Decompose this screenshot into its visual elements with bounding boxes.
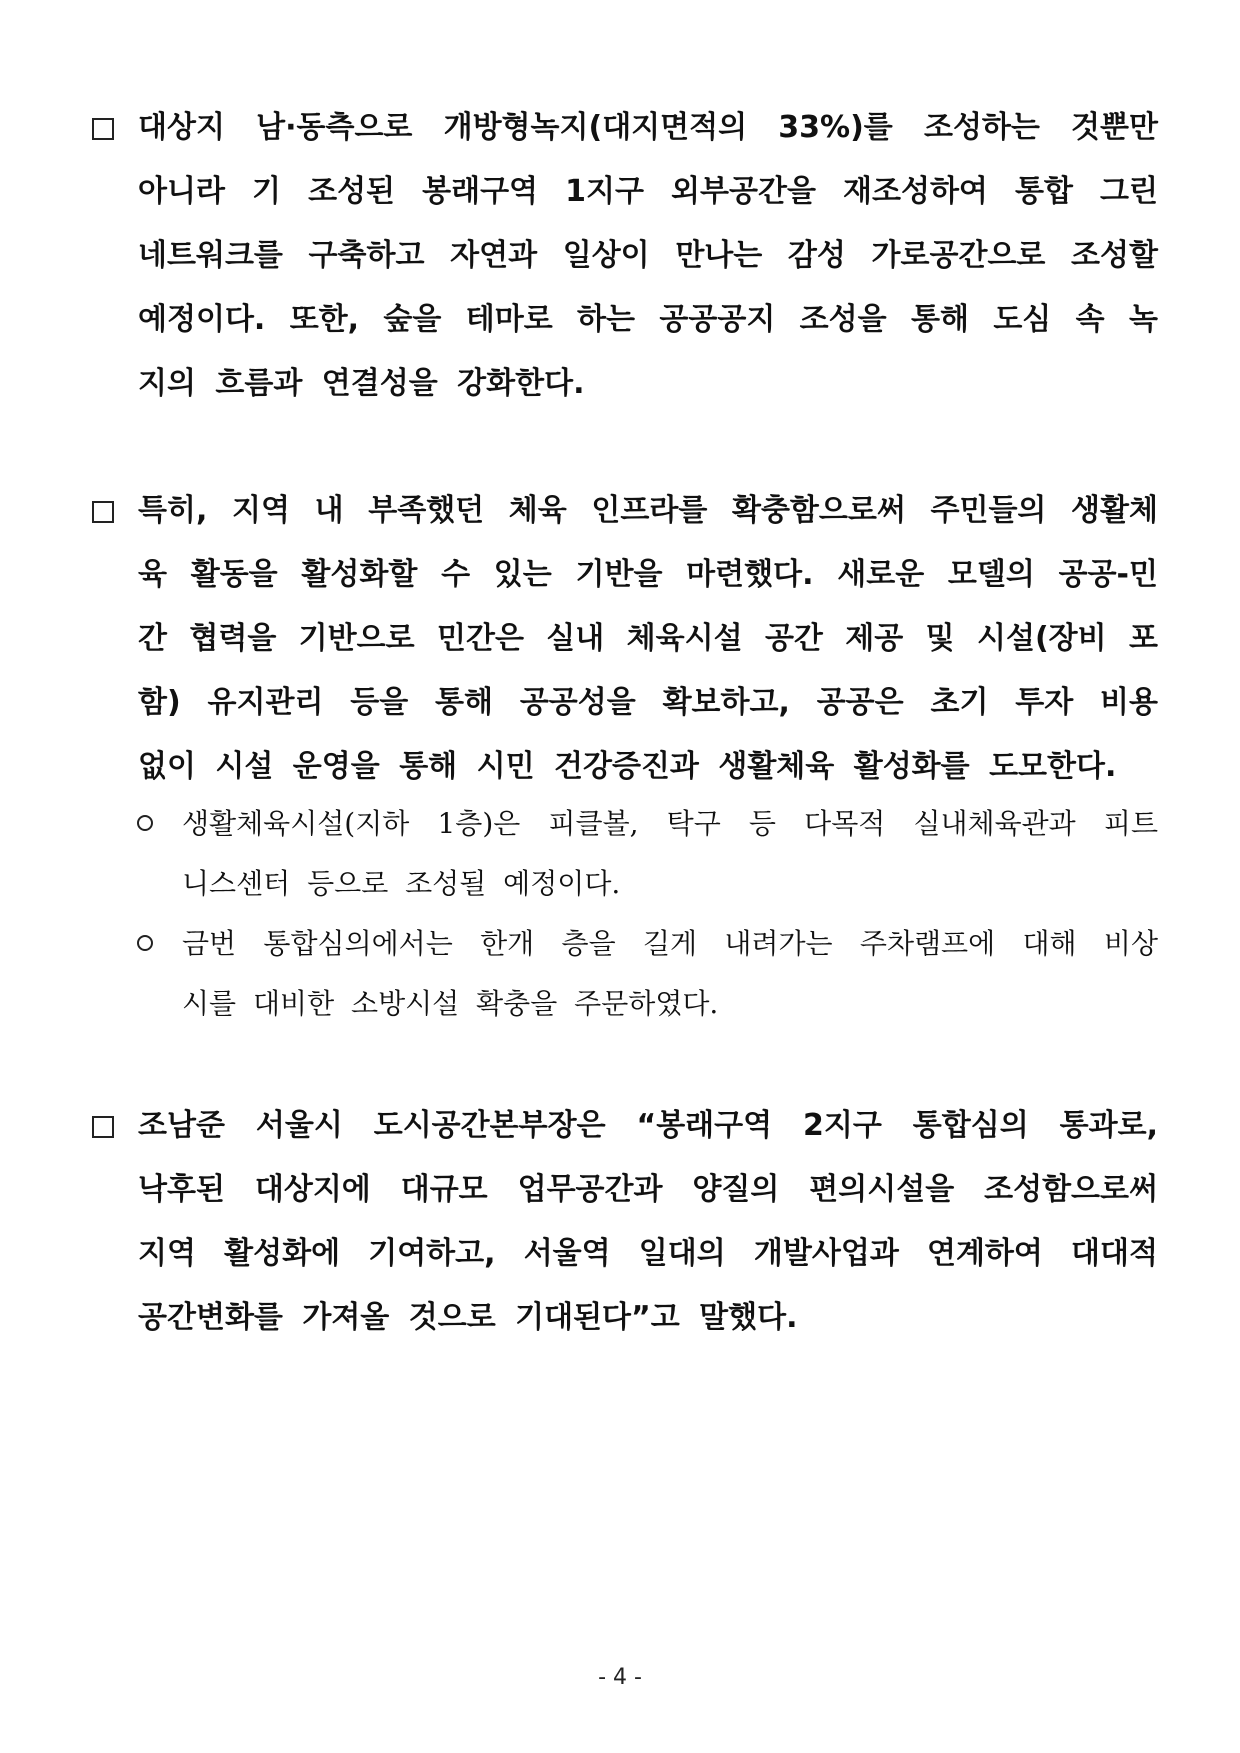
paragraph-text: 없이 시설 운영을 통해 시민 건강증진과 생활체육 활성화를 도모한다. [138,749,1117,784]
checkbox-bullet-icon [92,118,114,140]
paragraph-text: 낙후된 대상지에 대규모 업무공간과 양질의 편의시설을 조성함으로써 [138,1172,1158,1207]
paragraph-3 [92,1096,1158,1352]
paragraph-text: 네트워크를 구축하고 자연과 일상이 만나는 감성 가로공간으로 조성할 [138,238,1158,273]
paragraph-text: 예정이다. 또한, 숲을 테마로 하는 공공공지 조성을 통해 도심 속 녹 [138,302,1158,337]
circle-bullet-icon [137,815,153,831]
paragraph-text: 육 활동을 활성화할 수 있는 기반을 마련했다. 새로운 모델의 공공-민 [138,557,1158,592]
paragraph-line [92,609,1158,673]
paragraph-text: 함) 유지관리 등을 통해 공공성을 확보하고, 공공은 초기 투자 비용 [138,685,1158,720]
paragraph-line [92,1288,1158,1352]
sub-item-text: 니스센터 등으로 조성될 예정이다. [182,867,621,900]
paragraph-text: 특히, 지역 내 부족했던 체육 인프라를 확충함으로써 주민들의 생활체 [138,493,1158,528]
sub-item-text: 시를 대비한 소방시설 확충을 주문하였다. [182,987,719,1020]
paragraph-line [92,290,1158,354]
paragraph-text: 조남준 서울시 도시공간본부장은 “봉래구역 2지구 통합심의 통과로, [138,1108,1158,1143]
paragraph-line [92,737,1158,801]
page-number: - 4 - [598,1665,642,1690]
checkbox-bullet-icon [92,1116,114,1138]
sub-item-line [137,856,1158,916]
paragraph-line [92,1096,1158,1160]
sub-item-text: 생활체육시설(지하 1층)은 피클볼, 탁구 등 다목적 실내체육관과 피트 [182,807,1158,840]
paragraph-1 [92,98,1158,418]
sub-item-2 [137,916,1158,1036]
paragraph-2 [92,481,1158,801]
paragraph-line [92,354,1158,418]
paragraph-text: 아니라 기 조성된 봉래구역 1지구 외부공간을 재조성하여 통합 그린 [138,174,1158,209]
sub-item-line [137,796,1158,856]
sub-item-1 [137,796,1158,916]
sub-item-text: 금번 통합심의에서는 한개 층을 길게 내려가는 주차램프에 대해 비상 [182,927,1158,960]
circle-bullet-icon [137,935,153,951]
paragraph-line [92,1160,1158,1224]
sub-item-line [137,916,1158,976]
sub-item-line [137,976,1158,1036]
paragraph-line [92,545,1158,609]
paragraph-line [92,481,1158,545]
paragraph-text: 지역 활성화에 기여하고, 서울역 일대의 개발사업과 연계하여 대대적 [138,1236,1158,1271]
paragraph-line [92,162,1158,226]
paragraph-line [92,673,1158,737]
paragraph-line [92,98,1158,162]
paragraph-text: 공간변화를 가져올 것으로 기대된다”고 말했다. [138,1300,798,1335]
paragraph-text: 지의 흐름과 연결성을 강화한다. [138,366,585,401]
paragraph-text: 간 협력을 기반으로 민간은 실내 체육시설 공간 제공 및 시설(장비 포 [138,621,1158,656]
paragraph-text: 대상지 남·동측으로 개방형녹지(대지면적의 33%)를 조성하는 것뿐만 [138,110,1158,145]
paragraph-line [92,1224,1158,1288]
checkbox-bullet-icon [92,501,114,523]
paragraph-line [92,226,1158,290]
